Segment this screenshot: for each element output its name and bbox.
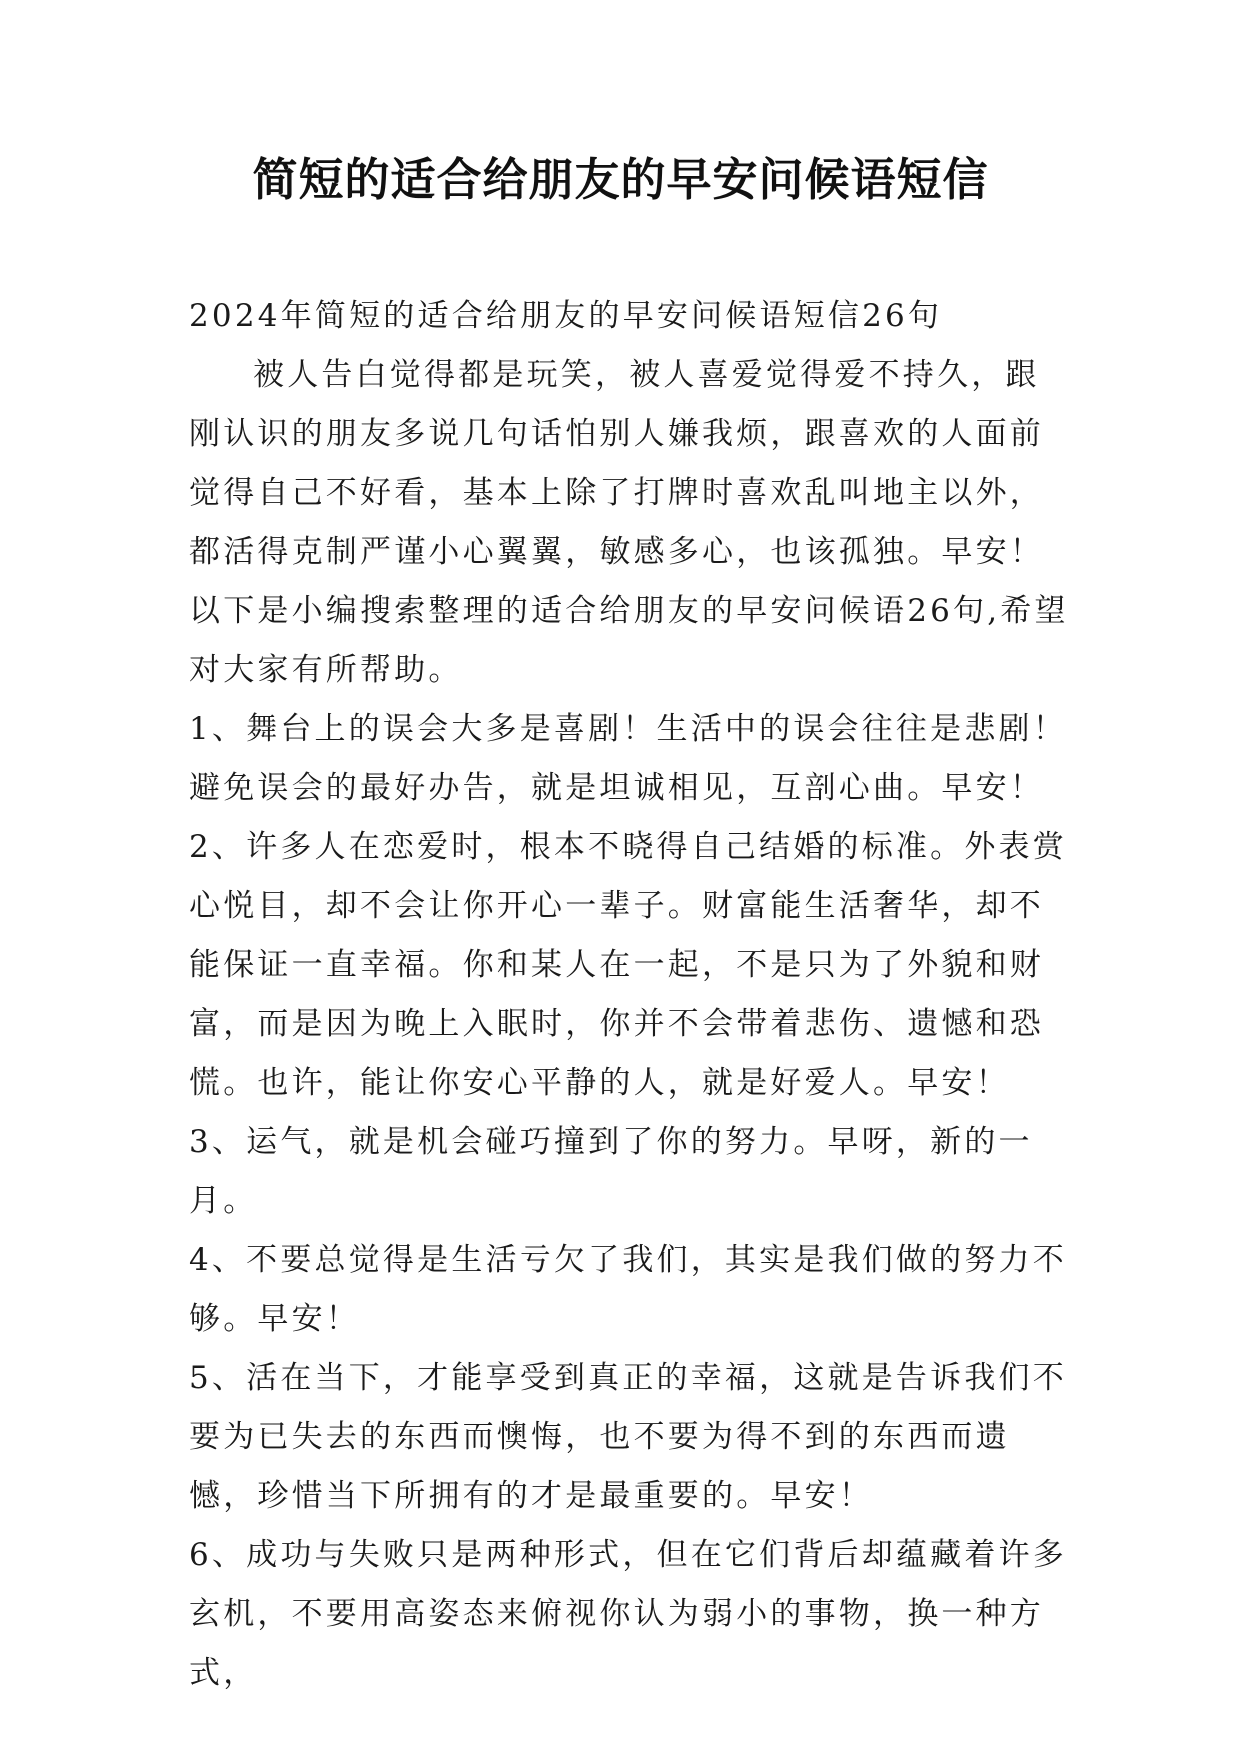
list-item: 4、不要总觉得是生活亏欠了我们，其实是我们做的努力不够。早安！	[189, 1242, 1067, 1337]
document-body	[189, 287, 1069, 1703]
list-item: 3、运气，就是机会碰巧撞到了你的努力。早呀，新的一月。	[189, 1124, 1033, 1219]
list-item: 1、舞台上的误会大多是喜剧！生活中的误会往往是悲剧！避免误会的最好办告，就是坦诚相见，互剖心曲。早安！	[189, 711, 1067, 806]
intro-paragraph: 被人告白觉得都是玩笑，被人喜爱觉得爱不持久，跟刚认识的朋友多说几句话怕别人嫌我烦，跟喜欢的人面前觉得自己不好看，基本上除了打牌时喜欢乱叫地主以外，都活得克制严谨小心翼翼，敏感多心，也该孤独。早安！以下是小编搜索整理的适合给朋友的早安问候语26句,希望对大家有所帮助。	[189, 357, 1069, 688]
list-item: 5、活在当下，才能享受到真正的幸福，这就是告诉我们不要为已失去的东西而懊悔，也不要为得不到的东西而遗憾，珍惜当下所拥有的才是最重要的。早安！	[189, 1360, 1067, 1514]
document-title: 简短的适合给朋友的早安问候语短信	[252, 153, 989, 206]
list-item: 6、成功与失败只是两种形式，但在它们背后却蕴藏着许多玄机，不要用高姿态来俯视你认为弱小的事物，换一种方式，	[189, 1537, 1067, 1691]
document-subtitle: 2024年简短的适合给朋友的早安问候语短信26句	[189, 298, 943, 334]
list-item: 2、许多人在恋爱时，根本不晓得自己结婚的标准。外表赏心悦目，却不会让你开心一辈子。财富能生活奢华，却不能保证一直幸福。你和某人在一起，不是只为了外貌和财富，而是因为晚上入眠时，你并不会带着悲伤、遗憾和恐慌。也许，能让你安心平静的人，就是好爱人。早安！	[189, 829, 1067, 1101]
